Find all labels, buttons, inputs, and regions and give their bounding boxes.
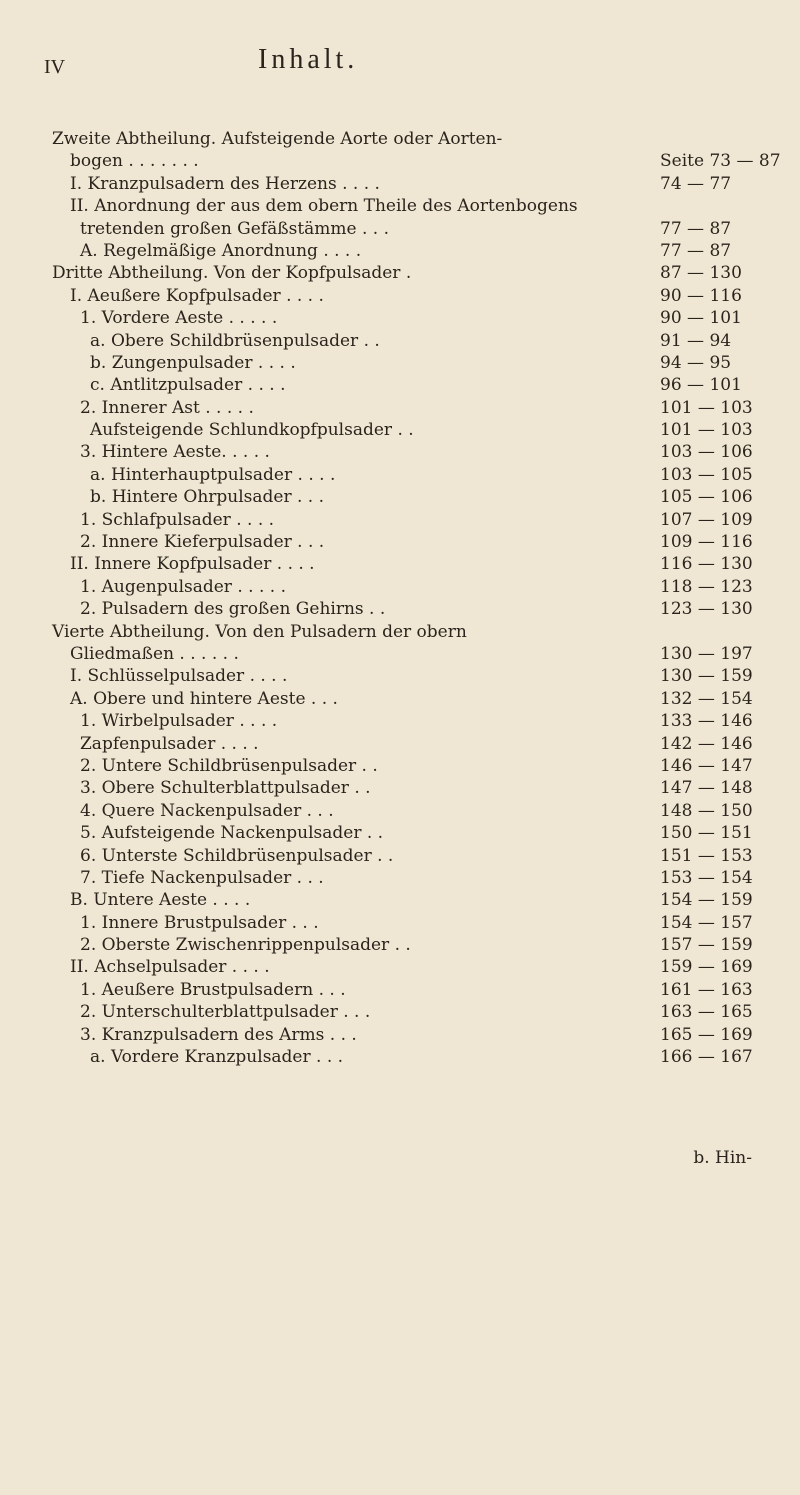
- toc-entry-pages: 161 — 163: [660, 979, 753, 1000]
- toc-entry-title: tretenden großen Gefäßstämme . . .: [80, 218, 390, 239]
- toc-entry-title: Gliedmaßen . . . . . .: [70, 643, 239, 664]
- toc-entry: [52, 1024, 772, 1046]
- toc-entry: [52, 531, 772, 553]
- toc-entry: [52, 1046, 772, 1068]
- toc-entry-title: Vierte Abtheilung. Von den Pulsadern der obern: [52, 621, 467, 642]
- toc-entry: [52, 330, 772, 352]
- page-header: [0, 44, 800, 84]
- toc-entry-pages: 130 — 197: [660, 643, 753, 664]
- toc-entry-title: 2. Pulsadern des großen Gehirns . .: [80, 599, 386, 620]
- toc-entry-pages: 87 — 130: [660, 263, 742, 284]
- toc-entry: [52, 621, 772, 643]
- catchword: b. Hin-: [693, 1148, 752, 1168]
- toc-entry-title: a. Obere Schildbrüsenpulsader . .: [90, 330, 380, 351]
- toc-entry-title: 3. Kranzpulsadern des Arms . . .: [80, 1024, 357, 1045]
- toc-entry-title: 1. Augenpulsader . . . . .: [80, 576, 286, 597]
- toc-entry: [52, 710, 772, 732]
- toc-entry: [52, 128, 772, 150]
- toc-entry-title: 6. Unterste Schildbrüsenpulsader . .: [80, 845, 394, 866]
- toc-entry-title: Zweite Abtheilung. Aufsteigende Aorte oder Aorten-: [52, 129, 503, 149]
- toc-entry-pages: 151 — 153: [660, 845, 753, 866]
- toc-entry-pages: 130 — 159: [660, 666, 753, 687]
- toc-entry-pages: 96 — 101: [660, 375, 742, 396]
- toc-entry: [52, 486, 772, 508]
- toc-entry: [52, 195, 772, 217]
- toc-entry-title: 1. Vordere Aeste . . . . .: [80, 308, 278, 329]
- toc-entry-title: 3. Hintere Aeste. . . . .: [80, 442, 270, 463]
- toc-entry-pages: 77 — 87: [660, 240, 732, 261]
- toc-entry-title: I. Kranzpulsadern des Herzens . . . .: [70, 173, 380, 194]
- toc-entry-title: b. Hintere Ohrpulsader . . .: [90, 487, 325, 508]
- toc-entry: [52, 822, 772, 844]
- toc-entry: [52, 262, 772, 284]
- toc-entry: [52, 665, 772, 687]
- toc-entry: [52, 643, 772, 665]
- toc-entry-title: 1. Schlafpulsader . . . .: [80, 509, 275, 530]
- page-number: IV: [44, 56, 66, 78]
- toc-entry: [52, 755, 772, 777]
- toc-entry-pages: 133 — 146: [660, 711, 753, 732]
- toc-entry-title: Dritte Abtheilung. Von der Kopfpulsader .: [52, 263, 412, 284]
- toc-entry: [52, 867, 772, 889]
- toc-entry-title: 2. Oberste Zwischenrippenpulsader . .: [80, 935, 411, 956]
- toc-entry-pages: 101 — 103: [660, 420, 753, 441]
- toc-entry-pages: 91 — 94: [660, 330, 732, 351]
- toc-entry: [52, 307, 772, 329]
- toc-entry-pages: 148 — 150: [660, 800, 753, 821]
- toc-entry-pages: 94 — 95: [660, 352, 732, 373]
- toc-entry-pages: 165 — 169: [660, 1024, 753, 1045]
- toc-entry-pages: 147 — 148: [660, 778, 753, 799]
- toc-entry-pages: 132 — 154: [660, 688, 753, 709]
- toc-entry-pages: 166 — 167: [660, 1047, 753, 1068]
- toc-entry-pages: 107 — 109: [660, 509, 753, 530]
- toc-entry-pages: 153 — 154: [660, 867, 753, 888]
- toc-entry-pages: Seite 73 — 87: [660, 151, 781, 172]
- toc-entry: [52, 441, 772, 463]
- toc-entry-title: 5. Aufsteigende Nackenpulsader . .: [80, 823, 384, 844]
- toc-entry: [52, 352, 772, 374]
- toc-entry: [52, 800, 772, 822]
- toc-entry: [52, 419, 772, 441]
- toc-entry-title: I. Aeußere Kopfpulsader . . . .: [70, 285, 324, 306]
- toc-entry-title: 2. Innere Kieferpulsader . . .: [80, 532, 325, 553]
- toc-entry-title: A. Regelmäßige Anordnung . . . .: [80, 240, 362, 261]
- toc-entry: [52, 889, 772, 911]
- toc-entry: [52, 934, 772, 956]
- toc-entry-pages: 150 — 151: [660, 823, 753, 844]
- toc-entry-pages: 116 — 130: [660, 554, 753, 575]
- toc-entry: [52, 576, 772, 598]
- toc-entry: [52, 733, 772, 755]
- toc-entry-pages: 74 — 77: [660, 173, 732, 194]
- toc-entry-pages: 101 — 103: [660, 397, 753, 418]
- toc-entry-pages: 77 — 87: [660, 218, 732, 239]
- toc-entry: [52, 173, 772, 195]
- toc-entry: [52, 285, 772, 307]
- toc-entry-pages: 163 — 165: [660, 1002, 753, 1023]
- toc-entry-title: 1. Innere Brustpulsader . . .: [80, 912, 319, 933]
- toc-entry: [52, 240, 772, 262]
- toc-entry-title: a. Vordere Kranzpulsader . . .: [90, 1047, 344, 1068]
- toc-entry-title: 1. Aeußere Brustpulsadern . . .: [80, 979, 346, 1000]
- toc-entry: [52, 956, 772, 978]
- toc-entry-title: I. Schlüsselpulsader . . . .: [70, 666, 288, 687]
- toc-entry-title: 4. Quere Nackenpulsader . . .: [80, 800, 334, 821]
- toc-entry-title: 7. Tiefe Nackenpulsader . . .: [80, 867, 324, 888]
- toc-entry: [52, 598, 772, 620]
- toc-entry-title: II. Anordnung der aus dem obern Theile des Aortenbogens: [70, 196, 578, 217]
- toc-entry: [52, 979, 772, 1001]
- toc-entry: [52, 553, 772, 575]
- toc-entry-pages: 103 — 105: [660, 464, 753, 485]
- toc-entry-pages: 154 — 157: [660, 912, 753, 933]
- toc-entry: [52, 150, 781, 172]
- toc-entry-title: c. Antlitzpulsader . . . .: [90, 375, 286, 396]
- toc-entry-title: a. Hinterhauptpulsader . . . .: [90, 464, 336, 485]
- toc-entry: [52, 912, 772, 934]
- toc-entry-title: B. Untere Aeste . . . .: [70, 890, 251, 911]
- toc-entry-title: 2. Unterschulterblattpulsader . . .: [80, 1002, 371, 1023]
- toc-entry: [52, 845, 772, 867]
- toc-entry-title: 2. Innerer Ast . . . . .: [80, 397, 254, 418]
- toc-entry-pages: 159 — 169: [660, 957, 753, 978]
- toc-entry: [52, 777, 772, 799]
- toc-entry-pages: 142 — 146: [660, 733, 753, 754]
- toc-entry-title: 2. Untere Schildbrüsenpulsader . .: [80, 755, 378, 776]
- toc-entry-title: Zapfenpulsader . . . .: [80, 733, 259, 754]
- toc-entry: [52, 397, 772, 419]
- toc-entry-pages: 157 — 159: [660, 935, 753, 956]
- toc-entry-title: 3. Obere Schulterblattpulsader . .: [80, 778, 371, 799]
- toc-entry-title: A. Obere und hintere Aeste . . .: [70, 688, 338, 709]
- toc-entry-title: II. Achselpulsader . . . .: [70, 957, 270, 978]
- toc-entry: [52, 464, 772, 486]
- toc-entry: [52, 509, 772, 531]
- toc-entry-pages: 103 — 106: [660, 442, 753, 463]
- toc-entry-pages: 90 — 116: [660, 285, 742, 306]
- table-of-contents: [52, 128, 781, 1068]
- toc-entry-title: Aufsteigende Schlundkopfpulsader . .: [90, 420, 414, 441]
- toc-entry: [52, 218, 772, 240]
- toc-entry: [52, 688, 772, 710]
- toc-entry-pages: 105 — 106: [660, 487, 753, 508]
- toc-entry: [52, 1001, 772, 1023]
- toc-entry-title: 1. Wirbelpulsader . . . .: [80, 711, 278, 732]
- toc-entry-pages: 118 — 123: [660, 576, 753, 597]
- toc-entry-title: b. Zungenpulsader . . . .: [90, 352, 296, 373]
- toc-entry-pages: 109 — 116: [660, 532, 753, 553]
- page-title: Inhalt.: [258, 44, 359, 75]
- toc-entry-pages: 154 — 159: [660, 890, 753, 911]
- toc-entry-pages: 146 — 147: [660, 755, 753, 776]
- toc-entry-pages: 123 — 130: [660, 599, 753, 620]
- toc-entry-pages: 90 — 101: [660, 308, 742, 329]
- toc-entry-title: II. Innere Kopfpulsader . . . .: [70, 554, 315, 575]
- toc-entry-title: bogen . . . . . . .: [70, 151, 199, 172]
- toc-entry: [52, 374, 772, 396]
